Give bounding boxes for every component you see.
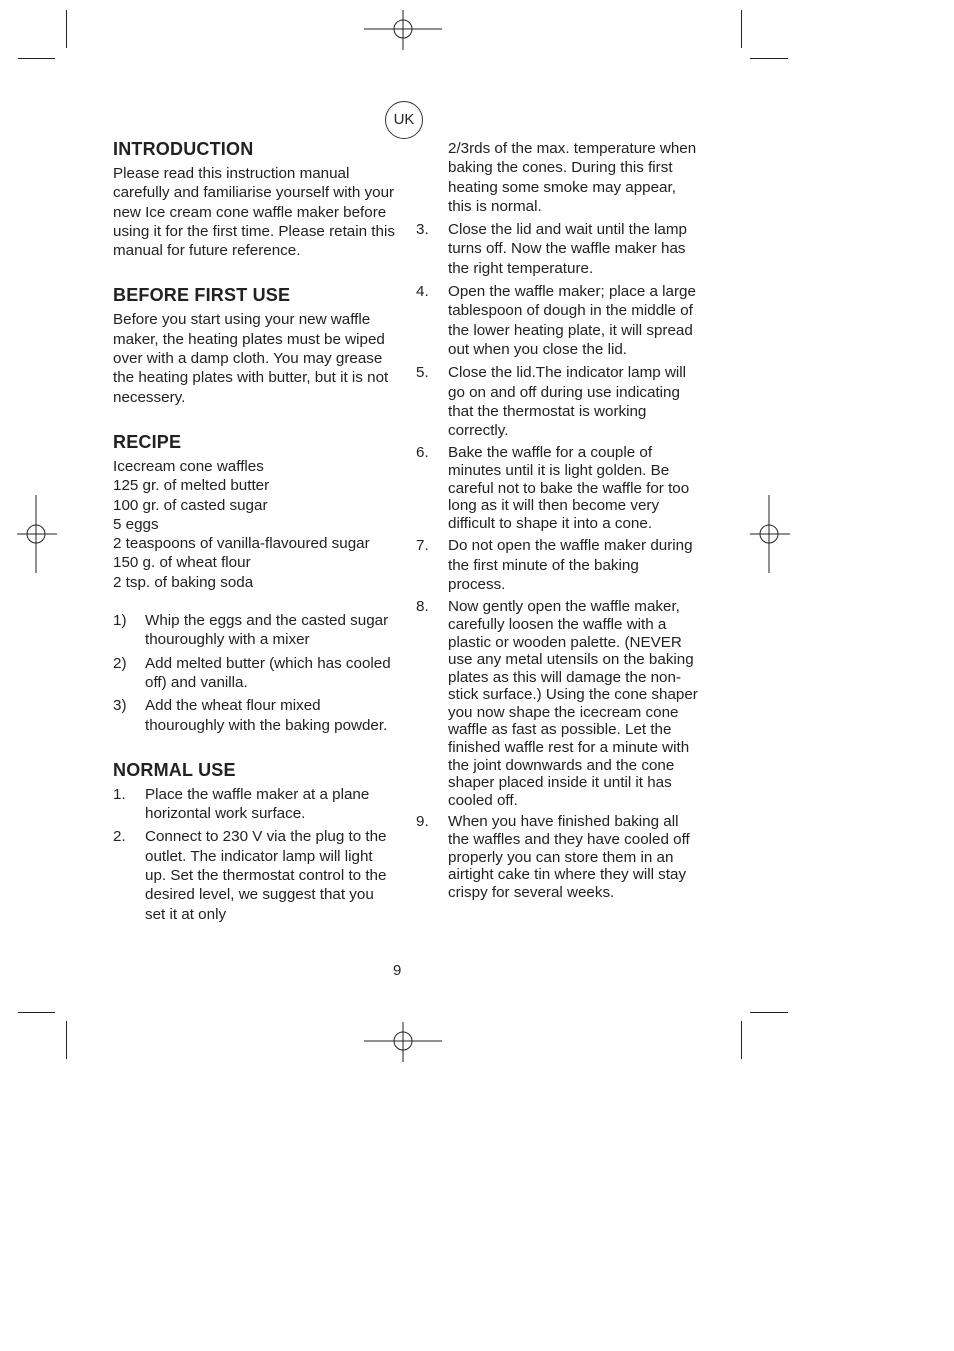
step-number: 8. bbox=[416, 598, 429, 616]
normal-use-heading: NORMAL USE bbox=[113, 759, 236, 780]
normal-use-step bbox=[113, 785, 395, 824]
normal-use-step bbox=[113, 827, 395, 923]
step-text: Close the lid.The indicator lamp will go on and off during use indicating that the thermostat is working correctly. bbox=[448, 364, 687, 440]
step-text: Open the waffle maker; place a large tablespoon of dough in the middle of the lower heating plate, it will spread out when you close the lid. bbox=[448, 283, 696, 358]
step-text: Add the wheat flour mixed thouroughly with the baking powder. bbox=[145, 697, 388, 734]
step-number: 3) bbox=[113, 697, 127, 715]
normal-use-step bbox=[416, 536, 698, 594]
ingredient: 125 gr. of melted butter bbox=[113, 477, 270, 495]
crop-mark bbox=[741, 1021, 742, 1059]
recipe-heading: RECIPE bbox=[113, 431, 182, 452]
ingredient: Icecream cone waffles bbox=[113, 457, 264, 475]
ingredient: 5 eggs bbox=[113, 515, 159, 533]
language-badge: UK bbox=[385, 101, 423, 139]
step-text: Place the waffle maker at a plane horizontal work surface. bbox=[145, 785, 370, 823]
step-number: 1. bbox=[113, 785, 126, 803]
before-first-use-text: Before you start using your new waffle maker, the heating plates must be wiped over with a damp cloth. You may grease the heating plates with butter, but it is not necessery. bbox=[113, 311, 389, 406]
ingredient: 100 gr. of casted sugar bbox=[113, 496, 268, 514]
step-number: 9. bbox=[416, 813, 429, 831]
step-text: Connect to 230 V via the plug to the outlet. The indicator lamp will light up. Set the thermostat control to the desired level, we suggest that you set it at only bbox=[145, 828, 387, 923]
recipe-step bbox=[113, 696, 395, 735]
step-text: Close the lid and wait until the lamp turns off. Now the waffle maker has the right temperature. bbox=[448, 221, 687, 277]
crop-mark bbox=[741, 10, 742, 48]
ingredient: 2 tsp. of baking soda bbox=[113, 573, 254, 591]
step-number: 1) bbox=[113, 612, 127, 630]
step-number: 4. bbox=[416, 283, 429, 301]
registration-mark-icon bbox=[750, 495, 790, 573]
step-text: Whip the eggs and the casted sugar thouroughly with a mixer bbox=[145, 612, 389, 649]
normal-use-step bbox=[416, 282, 698, 359]
step-number: 3. bbox=[416, 221, 429, 239]
introduction-heading: INTRODUCTION bbox=[113, 139, 254, 159]
introduction-text: Please read this instruction manual carefully and familiarise yourself with your new Ice cream cone waffle maker before using it for the first time. Please retain this manual for future reference. bbox=[113, 165, 395, 260]
recipe-step bbox=[113, 611, 395, 650]
page-number: 9 bbox=[393, 962, 402, 979]
ingredient: 150 g. of wheat flour bbox=[113, 554, 251, 572]
crop-mark bbox=[18, 1012, 55, 1013]
normal-use-step bbox=[416, 813, 698, 901]
step-number: 2. bbox=[113, 828, 126, 846]
before-first-use-heading: BEFORE FIRST USE bbox=[113, 285, 291, 306]
step-text: When you have finished baking all the waffles and they have cooled off properly you can store them in an airtight cake tin where they will stay crispy for several weeks. bbox=[448, 813, 690, 901]
registration-mark-icon bbox=[364, 1022, 442, 1062]
step-text: Bake the waffle for a couple of minutes until it is light golden. Be careful not to bake the waffle for too long as it will then become very difficult to shape it into a cone. bbox=[448, 444, 690, 532]
ingredient-list bbox=[113, 457, 395, 592]
ingredient: 2 teaspoons of vanilla-flavoured sugar bbox=[113, 535, 370, 553]
registration-mark-icon bbox=[364, 10, 442, 50]
normal-use-step bbox=[416, 598, 698, 809]
right-column bbox=[416, 139, 698, 905]
normal-use-step bbox=[416, 444, 698, 532]
step-text: Do not open the waffle maker during the first minute of the baking process. bbox=[448, 537, 693, 594]
step-text: Add melted butter (which has cooled off) and vanilla. bbox=[145, 654, 391, 691]
normal-use-step bbox=[416, 220, 698, 278]
crop-mark bbox=[66, 10, 67, 48]
registration-mark-icon bbox=[17, 495, 57, 573]
left-column bbox=[113, 138, 395, 924]
crop-mark bbox=[18, 58, 55, 59]
step-text: Now gently open the waffle maker, carefully loosen the waffle with a plastic or wooden palette. (NEVER use any metal utensils on the baking plates as this will damage the non-stick surface.) Using the cone shaper you now shape the icecream cone waffle as fast as possible. Let the finished waffle rest for a minute with the joint downwards and the cone shaper placed inside it until it has cooled off. bbox=[448, 598, 698, 809]
step-number: 2) bbox=[113, 654, 127, 672]
continuation-text: 2/3rds of the max. temperature when baking the cones. During this first heating some smoke may appear, this is normal. bbox=[448, 140, 697, 215]
crop-mark bbox=[750, 58, 788, 59]
crop-mark bbox=[66, 1021, 67, 1059]
step-number: 6. bbox=[416, 444, 429, 462]
normal-use-step bbox=[416, 363, 698, 440]
recipe-step bbox=[113, 654, 395, 693]
step-number: 5. bbox=[416, 364, 429, 382]
step-number: 7. bbox=[416, 537, 429, 555]
crop-mark bbox=[750, 1012, 788, 1013]
